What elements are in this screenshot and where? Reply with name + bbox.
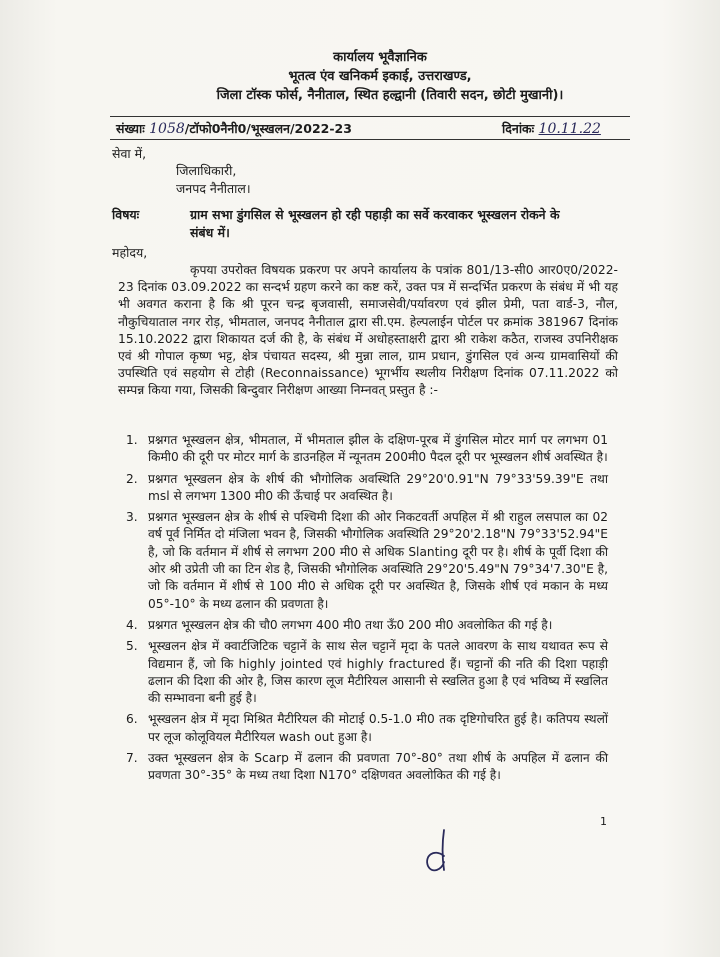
recipient-district: जनपद नैनीताल। bbox=[176, 181, 251, 196]
point-1 bbox=[126, 432, 608, 467]
point-number: 1. bbox=[126, 433, 138, 447]
handwritten-signature-mark bbox=[420, 826, 460, 876]
greeting: महोदय, bbox=[112, 245, 148, 260]
subject-line-1: ग्राम सभा डुंगसिल से भूस्खलन हो रही पहाड़ी का सर्वे करवाकर भूस्खलन रोकने के bbox=[190, 207, 560, 222]
point-text: प्रश्नगत भूस्खलन क्षेत्र, भीमताल, में भीमताल झील के दक्षिण-पूरब में डुंगसिल मोटर मार्ग पर लगभग 01 किमी0 की दूरी पर मोटर मार्ग के डाउनहिल में न्यूनतम 200मी0 पैदल दूरी पर भूस्खलन शीर्ष अवस्थित है। bbox=[148, 433, 608, 465]
point-number: 7. bbox=[126, 751, 138, 766]
letterhead-address: जिला टॉस्क फोर्स, नैनीताल, स्थित हल्द्वानी (तिवारी सदन, छोटी मुखानी)। bbox=[216, 88, 564, 103]
recipient-designation: जिलाधिकारी, bbox=[176, 163, 237, 178]
point-7 bbox=[126, 750, 608, 785]
date-handwritten: 10.11.22 bbox=[538, 121, 601, 137]
point-4 bbox=[126, 617, 608, 634]
page-number: 1 bbox=[600, 815, 607, 828]
reference-number bbox=[116, 120, 352, 137]
point-3 bbox=[126, 509, 608, 613]
point-2 bbox=[126, 471, 608, 506]
reference-date bbox=[502, 120, 601, 137]
salutation-to: सेवा में, bbox=[112, 146, 147, 161]
reference-row bbox=[110, 116, 630, 140]
point-text: प्रश्नगत भूस्खलन क्षेत्र के शीर्ष की भौगोलिक अवस्थिति 29°20'0.91"N 79°33'59.39"E तथा msl से लगभग 1300 मी0 की ऊँचाई पर अवस्थित है। bbox=[148, 471, 608, 503]
point-text: भूस्खलन क्षेत्र में क्वार्टजिटिक चट्टानें के साथ सेल चट्टानें मृदा के पतले आवरण के साथ यथावत रूप से विद्यमान हैं, जो कि highly jointed एवं highly fractured हैं। चट्टानों की नति की दिशा पहाड़ी ढलान की दिशा की ओर है, जिस कारण लूज मैटीरियल आसानी से स्खलित हुआ है एवं भविष्य में स्खलित की सम्भावना बनी हुई है। bbox=[148, 639, 608, 706]
point-number: 2. bbox=[126, 471, 138, 486]
point-number: 4. bbox=[126, 617, 138, 632]
body-paragraph bbox=[118, 262, 618, 400]
point-text: प्रश्नगत भूस्खलन क्षेत्र के शीर्ष से पश्चिमी दिशा की ओर निकटवर्ती अपहिल में श्री राहुल लसपाल का 02 वर्ष पूर्व निर्मित दो मंजिला भवन है, जिसकी भौगोलिक अवस्थिति 29°20'2.18"N 79°33'52.94"E है, जो कि वर्तमान में शीर्ष से लगभग 200 मी0 से अधिक Slanting दूरी पर है। शीर्ष के पूर्वी दिशा की ओर श्री उप्रेती जी का टिन शेड है, जिसकी भौगोलिक अवस्थिति 29°20'5.49"N 79°34'7.30"E है, जो कि वर्तमान में शीर्ष से 100 मी0 से अधिक दूरी पर अवस्थित है, जिसके शीर्ष एवं मकान के मध्य 05°-10° के मध्य ढलान की प्रवणता है। bbox=[148, 510, 608, 611]
date-label: दिनांकः bbox=[502, 121, 535, 136]
reference-suffix: /टॉफो0नैनी0/भूस्खलन/2022-23 bbox=[184, 121, 352, 136]
observation-points-list bbox=[126, 432, 608, 789]
point-text: प्रश्नगत भूस्खलन क्षेत्र की चौ0 लगभग 400 मी0 तथा ऊँ0 200 मी0 अवलोकित की गई है। bbox=[148, 617, 553, 632]
point-number: 6. bbox=[126, 712, 138, 727]
subject-label: विषयः bbox=[112, 207, 140, 222]
body-paragraph-text: कृपया उपरोक्त विषयक प्रकरण पर अपने कार्यालय के पत्रांक 801/13-सी0 आर0ए0/2022-23 दिनांक 03.09.2022 का सन्दर्भ ग्रहण करने का कष्ट करें, उक्त पत्र में सन्दर्भित प्रकरण के संबंध में भी यह भी अवगत कराना है कि श्री पूरन चन्द्र बृजवासी, समाजसेवी/पर्यावरण एवं झील प्रेमी, पता वार्ड-3, नौल, नौकुचियाताल नगर रोड़, भीमताल, जनपद नैनीताल द्वारा सी.एम. हेल्पलाईन पोर्टल पर क्रमांक 381967 दिनांक 15.10.2022 द्वारा शिकायत दर्ज की है, के संबंध में अधोहस्ताक्षरी द्वारा श्री राकेश कठैत, राजस्व उपनिरीक्षक एवं श्री गोपाल कृष्ण भट्ट, क्षेत्र पंचायत सदस्य, श्री मुन्ना लाल, ग्राम प्रधान, डुंगसिल एवं अन्य ग्रामवासियों की उपस्थिति एवं सहयोग से टोही (Reconnaissance) भूगर्भीय स्थलीय निरीक्षण दिनांक 07.11.2022 को सम्पन्न किया गया, जिसकी बिन्दुवार निरीक्षण आख्या निम्नवत् प्रस्तुत है :- bbox=[118, 263, 618, 398]
point-number: 5. bbox=[126, 639, 138, 654]
point-number: 3. bbox=[126, 510, 138, 525]
letterhead bbox=[180, 48, 580, 105]
point-5 bbox=[126, 638, 608, 707]
point-6 bbox=[126, 711, 608, 746]
point-text: भूस्खलन क्षेत्र में मृदा मिश्रित मैटीरियल की मोटाई 0.5-1.0 मी0 तक दृष्टिगोचरित हुई है। कतिपय स्थलों पर लूज कोलूवियल मैटीरियल wash out हुआ है। bbox=[148, 712, 608, 744]
point-text: उक्त भूस्खलन क्षेत्र के Scarp में ढलान की प्रवणता 70°-80° तथा शीर्ष के अपहिल में ढलान की प्रवणता 30°-35° के मध्य तथा दिशा N170° दक्षिणवत अवलोकित की गई है। bbox=[148, 751, 608, 783]
letterhead-department: भूतत्व एंव खनिकर्म इकाई, उत्तराखण्ड, bbox=[288, 69, 472, 84]
letterhead-office: कार्यालय भूवैज्ञानिक bbox=[333, 50, 427, 65]
subject-line-2: संबंध में। bbox=[190, 225, 230, 240]
reference-label: संख्याः bbox=[116, 121, 145, 136]
reference-handwritten-number: 1058 bbox=[149, 121, 185, 137]
